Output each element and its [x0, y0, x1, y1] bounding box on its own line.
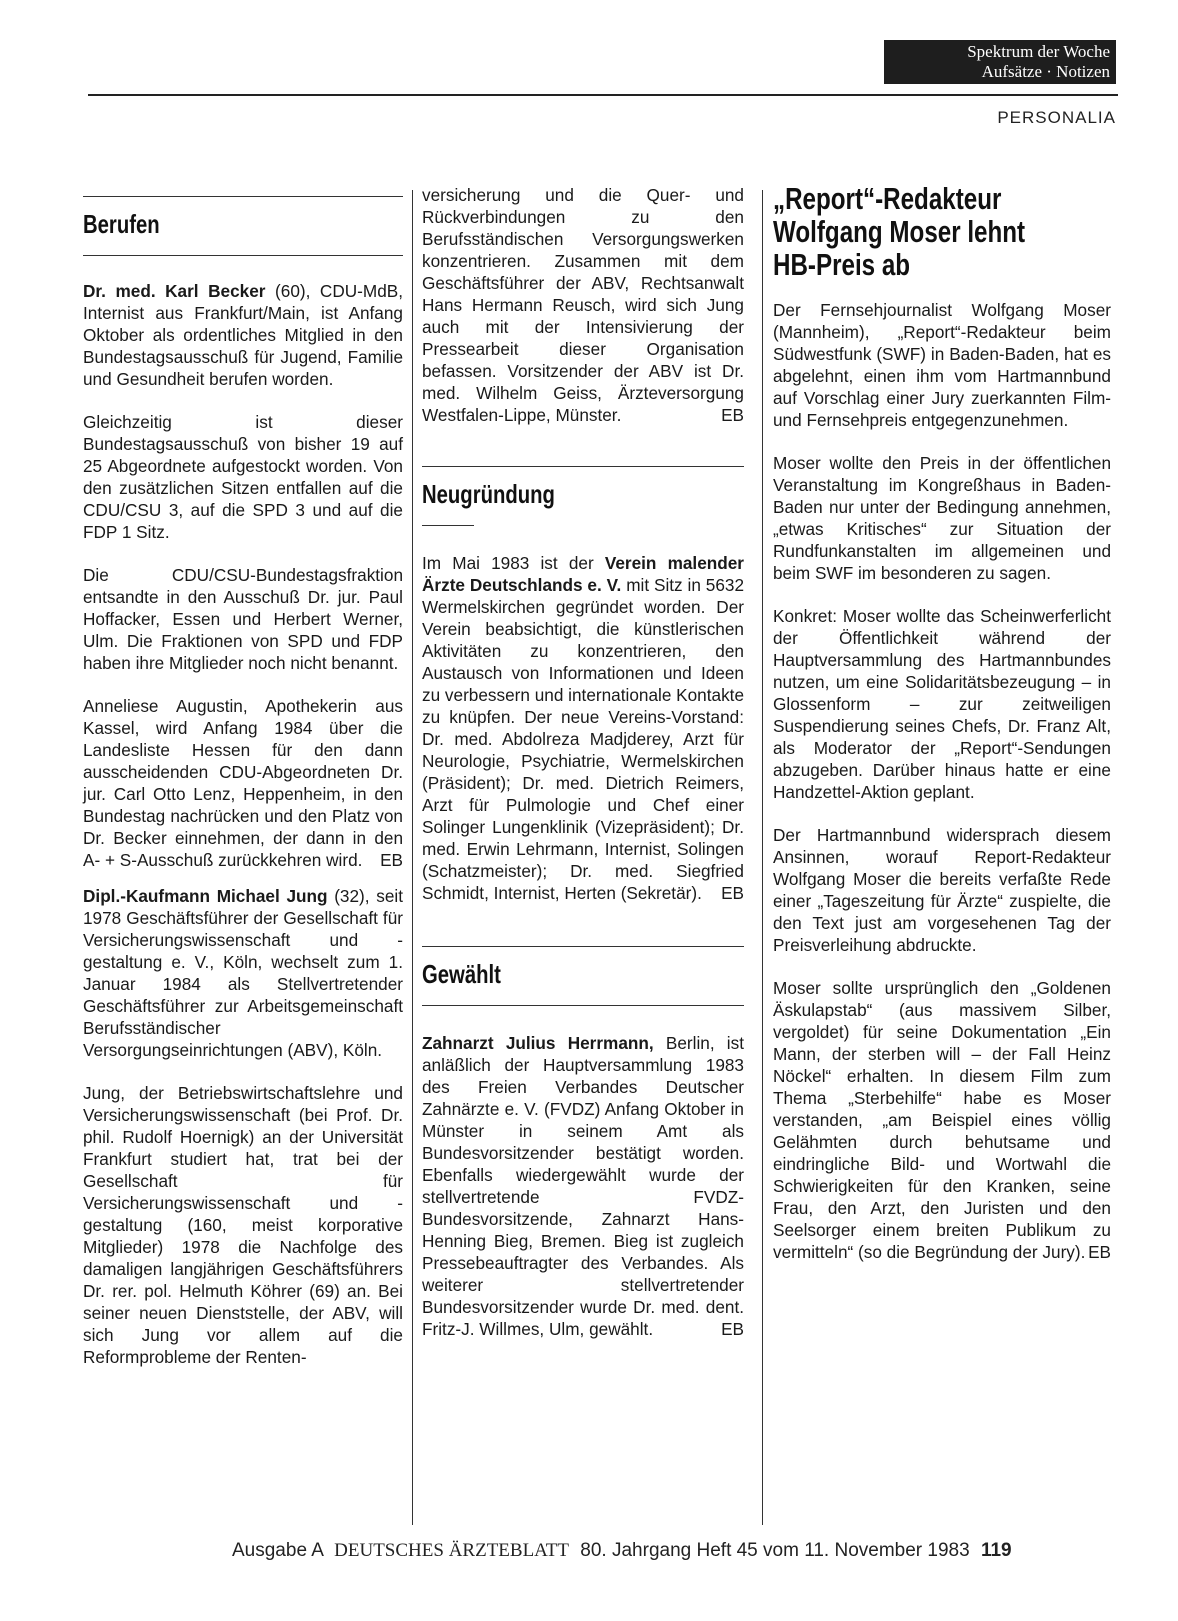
paragraph: Dr. med. Karl Becker (60), CDU-MdB, Internist aus Frankfurt/Main, ist Anfang Oktober als ordentliches Mitglied in den Bundestagsausschuß für Jugend, Familie und Gesundheit berufen worden. — [83, 281, 404, 389]
section-rule-bottom — [422, 1005, 744, 1006]
paragraph: Jung, der Betriebswirtschaftslehre und Versicherungswissenschaft (bei Prof. Dr. phil. Rudolf Hoernigk) an der Universität Frankfurt studiert hat, trat bei der Gesellschaft für Versicherungswissenschaft und -gestaltung (160, meist korporative Mitglieder) 1978 die Nachfolge des damaligen langjährigen Geschäftsführers Dr. rer. pol. Helmuth Köhrer (69) an. Bei seiner neuen Dienststelle, der ABV, will sich Jung vor allem auf die Reformprobleme der Renten- — [83, 1083, 403, 1367]
paragraph: Konkret: Moser wollte das Scheinwerferlicht der Öffentlichkeit während der Hauptversammlung des Hartmannbundes nutzen, um eine Solidaritätsbezeugung – in Glossenform – zur zeitweiligen Suspendierung seines Chefs, Dr. Franz Alt, als Moderator der „Report“-Sendungen abzugeben. Darüber hinaus hatte er eine Handzettel-Aktion geplant. — [773, 606, 1111, 802]
section-rule-top — [83, 196, 403, 197]
paragraph: Im Mai 1983 ist der Verein malender Ärzte Deutschlands e. V. mit Sitz in 5632 Wermelskirchen gegründet worden. Der Verein beabsichtigt, die künstlerischen Aktivitäten zu konzentrieren, den Austausch von Informationen und Ideen zu verbessern und internationale Kontakte zu knüpfen. Der neue Vereins-Vorstand: Dr. med. Abdolreza Madjderey, Arzt für Neurologie, Psychiatrie, Wermelskirchen (Präsident); Dr. med. Dietrich Reimers, Arzt für Pulmologie und Chef einer Solinger Lungenklinik (Vizepräsident); Dr. med. Erwin Lehrmann, Internist, Solingen (Schatzmeister); Dr. med. Siegfried Schmidt, Internist, Herten (Sekretär). EB — [422, 553, 744, 903]
top-rule — [88, 94, 1118, 96]
badge-line-1: Spektrum der Woche — [967, 42, 1110, 61]
paragraph: Zahnarzt Julius Herrmann, Berlin, ist anläßlich der Hauptversammlung 1983 des Freien Verbandes Deutscher Zahnärzte e. V. (FVDZ) Anfang Oktober in Münster in seinem Amt als Bundesvorsitzender bestätigt worden. Ebenfalls wiedergewählt wurde der stellvertretende FVDZ-Bundesvorsitzende, Zahnarzt Hans-Henning Bieg, Bremen. Bieg ist zugleich Pressebeauftragter des Verbandes. Als weiterer stellvertretender Bundesvorsitzender wurde Dr. med. dent. Fritz-J. Willmes, Ulm, gewählt. EB — [422, 1033, 744, 1339]
author-sign: EB — [1088, 1242, 1111, 1262]
author-sign: EB — [380, 850, 403, 870]
column-3 — [773, 182, 1111, 1284]
article-headline: „Report“-Redakteur Wolfgang Moser lehnt HB-Preis ab — [773, 181, 1026, 282]
section-label: PERSONALIA — [997, 108, 1116, 127]
paragraph: Anneliese Augustin, Apothekerin aus Kassel, wird Anfang 1984 über die Landesliste Hessen für den dann ausscheidenden CDU-Abgeordneten Dr. jur. Carl Otto Lenz, Heppenheim, in den Bundestag nachrücken und den Platz von Dr. Becker einnehmen, der dann in den A- + S-Ausschuß zurückkehren wird. EB — [83, 696, 403, 870]
column-1 — [83, 196, 403, 1389]
column-divider-1 — [412, 190, 413, 1525]
author-sign: EB — [721, 405, 744, 425]
author-sign: EB — [721, 1319, 744, 1339]
column-divider-2 — [762, 190, 763, 1525]
section-rule-top — [422, 466, 744, 467]
author-sign: EB — [721, 883, 744, 903]
paragraph: Dipl.-Kaufmann Michael Jung (32), seit 1978 Geschäftsführer der Gesellschaft für Versicherungswissenschaft und -gestaltung e. V., Köln, wechselt zum 1. Januar 1984 als Stellvertretender Geschäftsführer zur Arbeitsgemeinschaft Berufsständischer Versorgungseinrichtungen (ABV), Köln. — [83, 886, 403, 1060]
footer-issue: 80. Jahrgang Heft 45 vom 11. November 1983 — [580, 1540, 970, 1561]
column-2 — [422, 184, 744, 1361]
section-rule-short — [422, 525, 474, 526]
paragraph: Der Hartmannbund widersprach diesem Ansinnen, worauf Report-Redakteur Wolfgang Moser die bereits verfaßte Rede einer „Tageszeitung für Ärzte“ zuspielte, die den Text just am vorgesehenen Tag der Preisverleihung abdruckte. — [773, 825, 1111, 955]
section-title-gewaehlt: Gewählt — [422, 959, 501, 989]
page-number: 119 — [980, 1540, 1012, 1561]
name-lead: Dr. med. Karl Becker — [83, 281, 266, 301]
section-rule-bottom — [83, 255, 403, 256]
section-badge — [884, 40, 1116, 84]
paragraph: Moser sollte ursprünglich den „Goldenen Äskulapstab“ (aus massivem Silber, vergoldet) für seine Dokumentation „Ein Mann, der sterben will – der Fall Heinz Nöckel“ erhalten. In diesem Film zum Thema „Sterbehilfe“ habe es Moser verstanden, „am Beispiel eines völlig Gelähmten durch behutsame und eindringliche Bild- und Wortwahl die Schwierigkeiten für den Kranken, seine Frau, den Arzt, den Juristen und den Seelsorger einem breiten Publikum zu vermitteln“ (so die Begründung der Jury). EB — [773, 978, 1111, 1262]
badge-line-2: Aufsätze · Notizen — [981, 62, 1110, 81]
page-footer — [232, 1540, 1012, 1562]
footer-journal: DEUTSCHES ÄRZTEBLATT — [334, 1540, 570, 1561]
paragraph: versicherung und die Quer- und Rückverbindungen zu den Berufsständischen Versorgungswerken konzentrieren. Zusammen mit dem Geschäftsführer der ABV, Rechtsanwalt Hans Hermann Reusch, wird sich Jung auch mit der Intensivierung der Pressearbeit dieser Organisation befassen. Vorsitzender der ABV ist Dr. med. Wilhelm Geiss, Ärzteversorgung Westfalen-Lippe, Münster. EB — [422, 185, 744, 425]
section-title-berufen: Berufen — [83, 209, 160, 239]
paragraph: Gleichzeitig ist dieser Bundestagsausschuß von bisher 19 auf 25 Abgeordnete aufgestockt worden. Von den zusätzlichen Sitzen entfallen auf die CDU/CSU 3, auf die SPD 3 und auf die FDP 1 Sitz. — [83, 412, 403, 542]
name-lead: Dipl.-Kaufmann Michael Jung — [83, 886, 328, 906]
paragraph: Moser wollte den Preis in der öffentlichen Veranstaltung im Kongreßhaus in Baden-Baden nur unter der Bedingung annehmen, „etwas Kritisches“ zur Situation der Rundfunkanstalten im allgemeinen und beim SWF im besonderen zu sagen. — [773, 453, 1111, 583]
section-title-neugruendung: Neugründung — [422, 479, 555, 509]
paragraph: Die CDU/CSU-Bundestagsfraktion entsandte in den Ausschuß Dr. jur. Paul Hoffacker, Essen und Herbert Werner, Ulm. Die Fraktionen von SPD und FDP haben ihre Mitglieder noch nicht benannt. — [83, 565, 403, 673]
footer-edition: Ausgabe A — [232, 1540, 323, 1561]
paragraph: Der Fernsehjournalist Wolfgang Moser (Mannheim), „Report“-Redakteur beim Südwestfunk (SWF) in Baden-Baden, hat es abgelehnt, einen ihm vom Hartmannbund auf Vorschlag einer Jury zuerkannten Film- und Fernsehpreis entgegenzunehmen. — [773, 300, 1111, 430]
section-rule-top — [422, 946, 744, 947]
